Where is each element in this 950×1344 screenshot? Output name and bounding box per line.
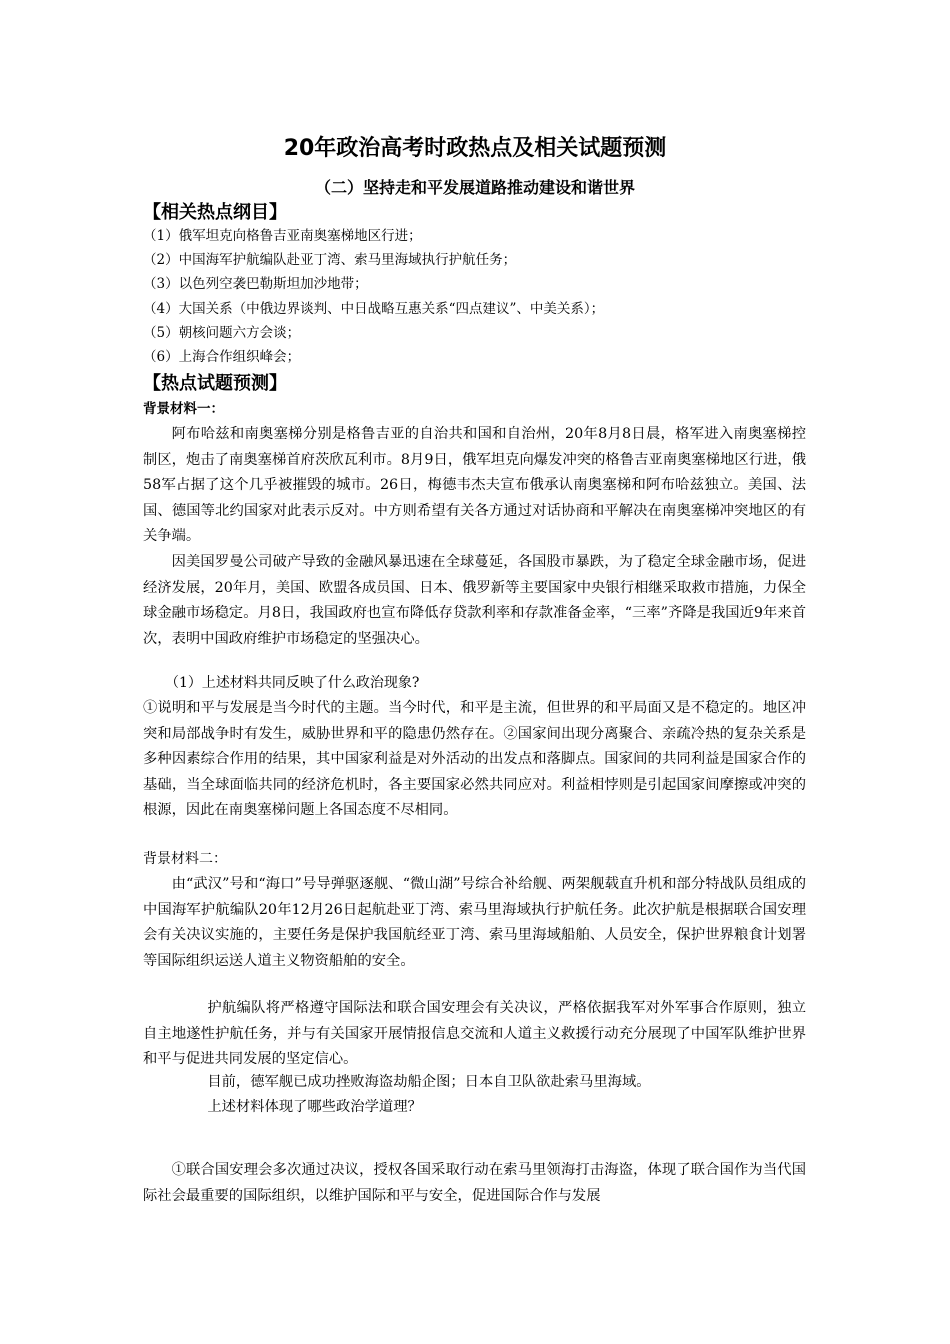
document-subtitle: （二）坚持走和平发展道路推动建设和谐世界: [314, 178, 635, 197]
list-item: （2）中国海军护航编队赴亚丁湾、索马里海域执行护航任务；: [143, 252, 517, 268]
list-item: （1）俄军坦克向格鲁吉亚南奥塞梯地区行进；: [143, 228, 422, 244]
answer-2: ①联合国安理会多次通过决议，授权各国采取行动在索马里领海打击海盗，体现了联合国作为当代国际社会最重要的国际组织，以维护国际和平与安全，促进国际合作与发展: [143, 1162, 806, 1204]
list-item: （4）大国关系（中俄边界谈判、中日战略互惠关系“四点建议”、中美关系）；: [143, 301, 605, 317]
section-heading-hotspots: 【相关热点纲目】: [143, 202, 287, 223]
section-heading-predictions: 【热点试题预测】: [143, 373, 287, 394]
material-2-paragraph-1: 由“武汉”号和“海口”号导弹驱逐舰、“微山湖”号综合补给舰、两架舰载直升机和部分特战队员组成的中国海军护航编队20年12月26日起航赴亚丁湾、索马里海域执行护航任务。此次护航是根据联合国安理会有关决议实施的，主要任务是保护我国航经亚丁湾、索马里海域船舶、人员安全，保护世界粮食计划署等国际组织运送人道主义物资船舶的安全。: [143, 876, 806, 969]
document-title: 20年政治高考时政热点及相关试题预测: [283, 136, 667, 161]
material-2-paragraph-3: 目前，德军舰已成功挫败海盗劫船企图；日本自卫队欲赴索马里海域。: [207, 1074, 651, 1090]
list-item: （3）以色列空袭巴勒斯坦加沙地带；: [143, 276, 368, 292]
material-1-label: 背景材料一：: [143, 401, 224, 417]
material-2-paragraph-2: 护航编队将严格遵守国际法和联合国安理会有关决议，严格依据我军对外军事合作原则，独立自主地遂性护航任务，并与有关国家开展情报信息交流和人道主义救援行动充分展现了中国军队维护世界和平与促进共同发展的坚定信心。: [143, 1000, 806, 1067]
material-2-label: 背景材料二：: [143, 851, 227, 867]
answer-1: ①说明和平与发展是当今时代的主题。当今时代，和平是主流，但世界的和平局面又是不稳定的。地区冲突和局部战争时有发生，威胁世界和平的隐患仍然存在。②国家间出现分离聚合、亲疏冷热的复杂关系是多种因素综合作用的结果，其中国家利益是对外活动的出发点和落脚点。国家间的共同利益是国家合作的基础，当全球面临共同的经济危机时，各主要国家必然共同应对。利益相悖则是引起国家间摩擦或冲突的根源，因此在南奥塞梯问题上各国态度不尽相同。: [143, 700, 806, 818]
list-item: （6）上海合作组织峰会；: [143, 349, 301, 365]
list-item: （5）朝核问题六方会谈；: [143, 325, 301, 341]
material-1-paragraph-1: 阿布哈兹和南奥塞梯分别是格鲁吉亚的自治共和国和自治州，20年8月8日晨，格军进入南奥塞梯控制区，炮击了南奥塞梯首府茨欣瓦利市。8月9日，俄军坦克向爆发冲突的格鲁吉亚南奥塞梯地区行进，俄58军占据了这个几乎被摧毁的城市。26日，梅德韦杰夫宣布俄承认南奥塞梯和阿布哈兹独立。美国、法国、德国等北约国家对此表示反对。中方则希望有关各方通过对话协商和平解决在南奥塞梯冲突地区的有关争端。: [143, 426, 806, 544]
material-1-paragraph-2: 因美国罗曼公司破产导致的金融风暴迅速在全球蔓延，各国股市暴跌，为了稳定全球金融市场，促进经济发展，20年月，美国、欧盟各成员国、日本、俄罗新等主要国家中央银行相继采取救市措施，力保全球金融市场稳定。月8日，我国政府也宣布降低存贷款利率和存款准备金率，“三率”齐降是我国近9年来首次，表明中国政府维护市场稳定的坚强决心。: [143, 554, 806, 647]
question-2: 上述材料体现了哪些政治学道理？: [207, 1099, 422, 1115]
question-1: （1）上述材料共同反映了什么政治现象?: [165, 675, 420, 691]
